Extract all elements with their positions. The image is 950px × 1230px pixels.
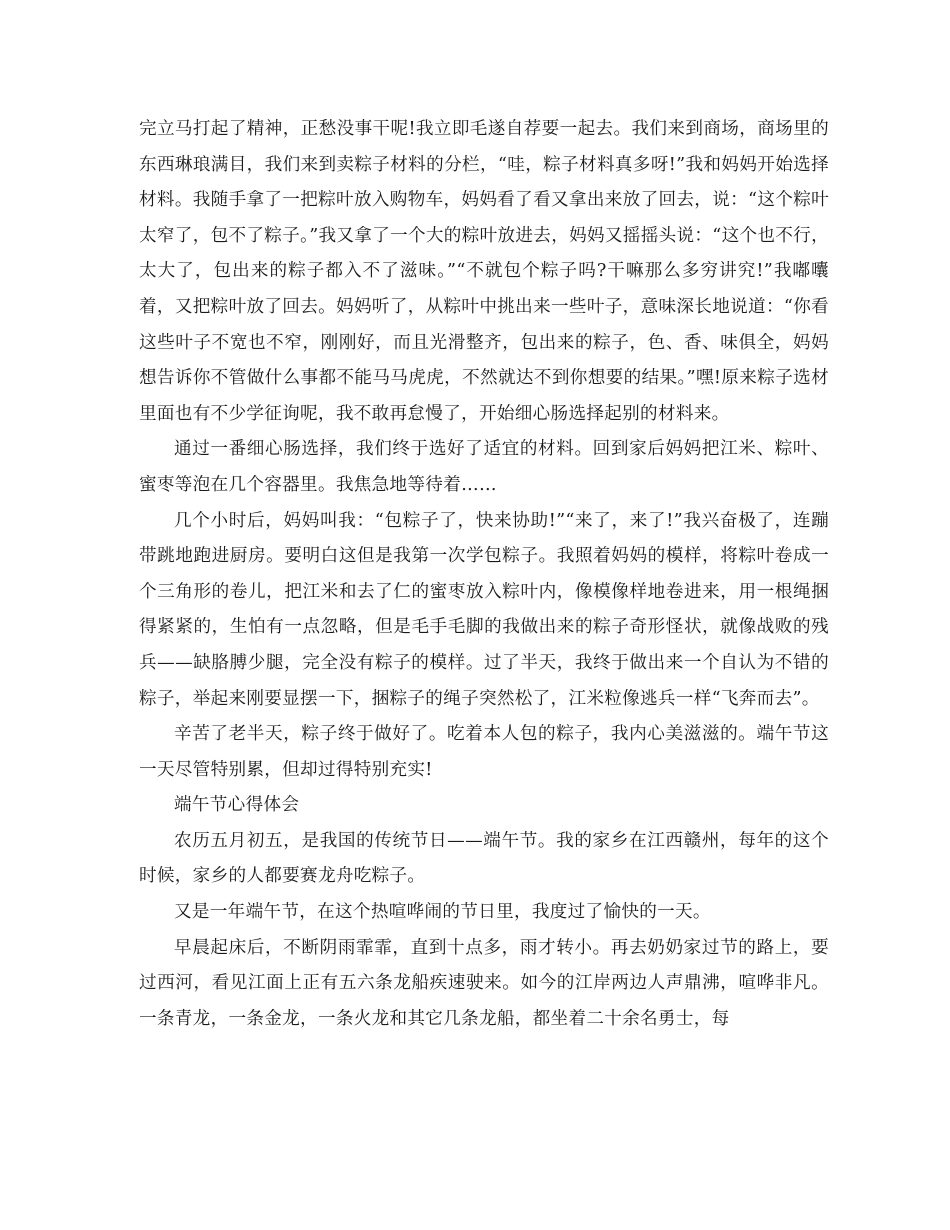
paragraph-wrapping: 几个小时后，妈妈叫我：“包粽子了，快来协助!”“来了，来了!”我兴奋极了，连蹦带跳地跑进厨房。要明白这但是我第一次学包粽子。我照着妈妈的模样，将粽叶卷成一个三角形的卷儿，把江米和去了仁的蜜枣放入粽叶内，像模像样地卷进来，用一根绳捆得紧紧的，生怕有一点忽略，但是毛手毛脚的我做出来的粽子奇形怪状，就像战败的残兵——缺胳膊少腿，完全没有粽子的模样。过了半天，我终于做出来一个自认为不错的粽子，举起来刚要显摆一下，捆粽子的绳子突然松了，江米粒像逃兵一样“飞奔而去”。 [139, 510, 829, 709]
paragraph-shopping: 完立马打起了精神，正愁没事干呢!我立即毛遂自荐要一起去。我们来到商场，商场里的东西琳琅满目，我们来到卖粽子材料的分栏，“哇，粽子材料真多呀!”我和妈妈开始选择材料。我随手拿了一把粽叶放入购物车，妈妈看了看又拿出来放了回去，说：“这个粽叶太窄了，包不了粽子。”我又拿了一个大的粽叶放进去，妈妈又摇摇头说：“这个也不行，太大了，包出来的粽子都入不了滋味。”“不就包个粽子吗?干嘛那么多穷讲究!”我嘟囔着，又把粽叶放了回去。妈妈听了，从粽叶中挑出来一些叶子，意味深长地说道：“你看这些叶子不宽也不窄，刚刚好，而且光滑整齐，包出来的粽子，色、香、味俱全，妈妈想告诉你不管做什么事都不能马马虎虎，不然就达不到你想要的结果。”嘿!原来粽子选材里面也有不少学征询呢，我不敢再怠慢了，开始细心肠选择起别的材料来。 [139, 119, 829, 424]
paragraph-dragon-boats: 早晨起床后，不断阴雨霏霏，直到十点多，雨才转小。再去奶奶家过节的路上，要过西河，看见江面上正有五六条龙船疾速驶来。如今的江岸两边人声鼎沸，喧哗非凡。一条青龙，一条金龙，一条火龙和其它几条龙船，都坐着二十余名勇士，每 [139, 937, 829, 1029]
paragraph-happy-day: 又是一年端午节，在这个热喧哗闹的节日里，我度过了愉快的一天。 [174, 902, 711, 923]
section-title: 端午节心得体会 [174, 795, 300, 816]
paragraph-selection: 通过一番细心肠选择，我们终于选好了适宜的材料。回到家后妈妈把江米、粽叶、蜜枣等泡在几个容器里。我焦急地等待着…… [139, 439, 829, 495]
document-body [139, 112, 829, 1037]
paragraph-festival-intro: 农历五月初五，是我国的传统节日——端午节。我的家乡在江西赣州，每年的这个时候，家乡的人都要赛龙舟吃粽子。 [139, 830, 829, 887]
paragraph-conclusion: 辛苦了老半天，粽子终于做好了。吃着本人包的粽子，我内心美滋滋的。端午节这一天尽管特别累，但却过得特别充实! [139, 724, 829, 780]
